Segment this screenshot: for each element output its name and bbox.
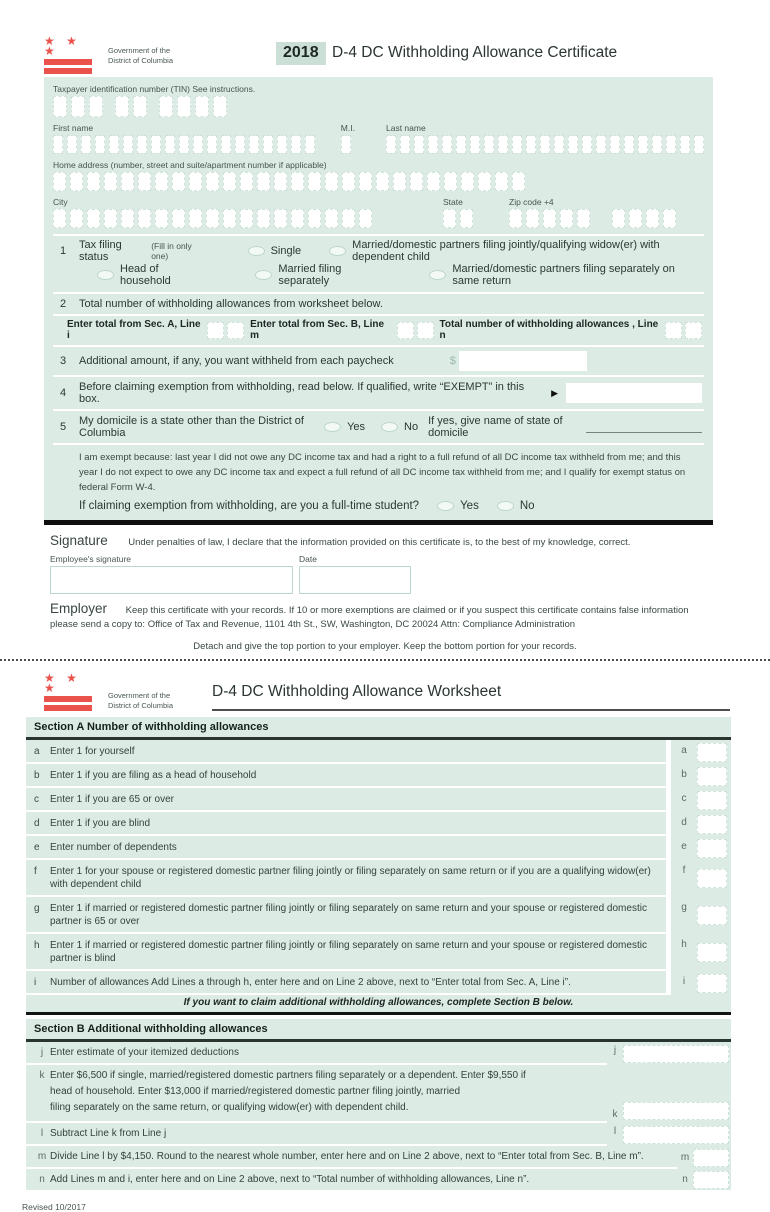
char-box[interactable] bbox=[305, 135, 315, 154]
char-box[interactable] bbox=[206, 172, 219, 191]
last-name-input bbox=[386, 135, 704, 154]
char-box[interactable] bbox=[460, 209, 473, 228]
char-box[interactable] bbox=[359, 209, 372, 228]
char-box[interactable] bbox=[189, 209, 202, 228]
line5-suffix: If yes, give name of state of domicile bbox=[428, 415, 563, 439]
char-box[interactable] bbox=[87, 209, 100, 228]
entry-total-boxes bbox=[665, 322, 702, 339]
char-box[interactable] bbox=[115, 96, 129, 117]
char-box[interactable] bbox=[342, 172, 355, 191]
char-box[interactable] bbox=[179, 135, 189, 154]
tin-label: Taxpayer identification number (TIN) See instructions. bbox=[53, 84, 256, 94]
char-box[interactable] bbox=[646, 209, 659, 228]
char-box[interactable] bbox=[495, 172, 508, 191]
name-fields bbox=[53, 123, 704, 154]
entry-sec-b-label: Enter total from Sec. B, Line m bbox=[250, 319, 385, 341]
char-box[interactable] bbox=[291, 135, 301, 154]
char-box[interactable] bbox=[138, 209, 151, 228]
row-c: c Enter 1 if you are 65 or over c bbox=[26, 788, 731, 812]
worksheet-title: D-4 DC Withholding Allowance Worksheet bbox=[212, 683, 502, 700]
address-field bbox=[53, 160, 704, 191]
allowance-box-e[interactable] bbox=[697, 839, 727, 858]
arrow-right-icon: ▶ bbox=[551, 387, 559, 398]
char-box[interactable] bbox=[461, 172, 474, 191]
char-box[interactable] bbox=[274, 209, 287, 228]
char-box[interactable] bbox=[509, 209, 522, 228]
employer-section bbox=[50, 602, 713, 632]
char-box[interactable] bbox=[308, 172, 321, 191]
line2-total-allowances bbox=[53, 292, 704, 314]
char-box[interactable] bbox=[610, 135, 620, 154]
char-box[interactable] bbox=[410, 172, 423, 191]
date-input[interactable] bbox=[299, 566, 411, 594]
char-box[interactable] bbox=[133, 96, 147, 117]
worksheet-header bbox=[44, 667, 730, 711]
radio-oval-icon[interactable] bbox=[437, 501, 454, 511]
line4-exempt bbox=[53, 375, 704, 409]
char-box[interactable] bbox=[104, 209, 117, 228]
government-caption: Government of the District of Columbia bbox=[108, 46, 174, 65]
char-box[interactable] bbox=[53, 96, 67, 117]
char-box[interactable] bbox=[263, 135, 273, 154]
row-n: n Add Lines m and i, enter here and on Line 2 above, next to “Total number of withholding allowances, Line n”. n bbox=[26, 1169, 731, 1190]
char-box[interactable] bbox=[104, 172, 117, 191]
certificate-header bbox=[0, 0, 770, 77]
line1-number: 1 bbox=[60, 245, 67, 257]
radio-oval-icon[interactable] bbox=[497, 501, 514, 511]
student-question: If claiming exemption from withholding, are you a full-time student? bbox=[79, 500, 420, 512]
employer-text1: Keep this certificate with your records. If 10 or more exemptions are claimed or if you suspect this certificate contains false information bbox=[125, 605, 689, 616]
employee-signature-label: Employee's signature bbox=[50, 554, 131, 564]
char-box[interactable] bbox=[53, 172, 66, 191]
zip5-input bbox=[509, 209, 590, 228]
char-box[interactable] bbox=[53, 135, 63, 154]
char-box[interactable] bbox=[193, 135, 203, 154]
domicile-no-option[interactable]: No bbox=[381, 421, 418, 433]
section-b-note: If you want to claim additional withholding allowances, complete Section B below. bbox=[183, 997, 574, 1008]
char-box[interactable] bbox=[172, 172, 185, 191]
char-box[interactable] bbox=[151, 135, 161, 154]
allowance-box-f[interactable] bbox=[697, 869, 727, 888]
char-box[interactable] bbox=[484, 135, 494, 154]
char-box[interactable] bbox=[428, 135, 438, 154]
city-state-zip-fields bbox=[53, 197, 704, 228]
total-allowances-input[interactable] bbox=[693, 1171, 729, 1189]
radio-oval-icon[interactable] bbox=[429, 270, 446, 280]
row-d: d Enter 1 if you are blind d bbox=[26, 812, 731, 836]
section-a bbox=[26, 717, 731, 1015]
allowance-box-g[interactable] bbox=[697, 906, 727, 925]
char-box[interactable] bbox=[274, 172, 287, 191]
char-box[interactable] bbox=[221, 135, 231, 154]
date-label: Date bbox=[299, 554, 317, 564]
char-box[interactable] bbox=[680, 135, 690, 154]
home-address-label: Home address (number, street and suite/apartment number if applicable) bbox=[53, 160, 327, 170]
state-of-domicile-input[interactable] bbox=[586, 421, 702, 433]
line3-number: 3 bbox=[60, 355, 67, 367]
last-name-label: Last name bbox=[386, 123, 426, 133]
home-address-input bbox=[53, 172, 704, 191]
char-box[interactable] bbox=[177, 96, 191, 117]
char-box[interactable] bbox=[223, 209, 236, 228]
employer-heading: Employer bbox=[50, 601, 108, 616]
line4-label: Before claiming exemption from withholding, read below. If qualified, write “EXEMPT” in this box. bbox=[79, 381, 525, 405]
line2-entries-row bbox=[53, 314, 704, 345]
char-box[interactable] bbox=[67, 135, 77, 154]
option-married-jointly[interactable]: Married/domestic partners filing jointly/qualifying widow(er) with dependent child bbox=[329, 239, 702, 263]
char-box[interactable] bbox=[159, 96, 173, 117]
detach-instruction: Detach and give the top portion to your employer. Keep the bottom portion for your records. bbox=[193, 641, 577, 652]
char-box[interactable] bbox=[512, 172, 525, 191]
state-label: State bbox=[443, 197, 463, 207]
allowance-box-i[interactable] bbox=[697, 974, 727, 993]
option-married-separately[interactable]: Married filing separately bbox=[255, 263, 379, 287]
char-box[interactable] bbox=[155, 172, 168, 191]
char-box[interactable] bbox=[526, 135, 536, 154]
char-box[interactable] bbox=[70, 209, 83, 228]
char-box[interactable] bbox=[568, 135, 578, 154]
tax-year-badge: 2018 bbox=[276, 42, 326, 65]
char-box[interactable] bbox=[325, 209, 338, 228]
exempt-paragraph: I am exempt because: last year I did not owe any DC income tax and had a right to a full refund of all DC income tax withheld from me; and this year I do not expect to owe any DC income tax and expect a full refund of all DC income tax withheld from me; and I qualify for exempt status on federal Form W-4. bbox=[53, 443, 704, 497]
char-box[interactable] bbox=[95, 135, 105, 154]
tin-field bbox=[53, 84, 704, 117]
char-box[interactable] bbox=[87, 172, 100, 191]
char-box[interactable] bbox=[442, 135, 452, 154]
char-box[interactable] bbox=[512, 135, 522, 154]
char-box[interactable] bbox=[376, 172, 389, 191]
radio-oval-icon[interactable] bbox=[324, 422, 341, 432]
exempt-input[interactable] bbox=[566, 383, 702, 403]
entry-sec-b-boxes bbox=[397, 322, 434, 339]
char-box[interactable] bbox=[291, 172, 304, 191]
char-box[interactable] bbox=[498, 135, 508, 154]
char-box[interactable] bbox=[257, 172, 270, 191]
char-box[interactable] bbox=[121, 172, 134, 191]
char-box[interactable] bbox=[666, 135, 676, 154]
char-box[interactable] bbox=[393, 172, 406, 191]
char-box[interactable] bbox=[554, 135, 564, 154]
student-question-row bbox=[53, 497, 704, 520]
char-box[interactable] bbox=[443, 209, 456, 228]
char-box[interactable] bbox=[582, 135, 592, 154]
char-box[interactable] bbox=[427, 172, 440, 191]
char-box[interactable] bbox=[325, 172, 338, 191]
state-input bbox=[443, 209, 491, 228]
char-box[interactable] bbox=[71, 96, 85, 117]
row-h: h Enter 1 if married or registered domestic partner filing jointly or filing separately on same return and your spouse or registered domestic partner is blind h bbox=[26, 934, 731, 971]
char-box[interactable] bbox=[414, 135, 424, 154]
char-box[interactable] bbox=[189, 172, 202, 191]
char-box[interactable] bbox=[652, 135, 662, 154]
standard-deduction-input[interactable] bbox=[623, 1102, 729, 1120]
char-box[interactable] bbox=[206, 209, 219, 228]
radio-oval-icon[interactable] bbox=[381, 422, 398, 432]
revised-date: Revised 10/2017 bbox=[22, 1202, 86, 1212]
char-box[interactable] bbox=[172, 209, 185, 228]
signature-statement: Under penalties of law, I declare that the information provided on this certificate is, to the best of my knowledge, correct. bbox=[128, 537, 631, 548]
employer-text2: please send a copy to: Office of Tax and Revenue, 1101 4th St., SW, Washington, DC 20024 Attn: Compliance Administration bbox=[50, 619, 576, 630]
dc-flag-logo-icon: ★ ★ ★ bbox=[44, 673, 102, 711]
char-box[interactable] bbox=[694, 135, 704, 154]
row-a: a Enter 1 for yourself a bbox=[26, 740, 731, 764]
char-box[interactable] bbox=[540, 135, 550, 154]
zip-label: Zip code +4 bbox=[509, 197, 554, 207]
char-box[interactable] bbox=[359, 172, 372, 191]
char-box[interactable] bbox=[596, 135, 606, 154]
entry-box[interactable] bbox=[397, 322, 414, 339]
radio-oval-icon[interactable] bbox=[329, 246, 346, 256]
char-box[interactable] bbox=[240, 209, 253, 228]
char-box[interactable] bbox=[137, 135, 147, 154]
allowance-box-h[interactable] bbox=[697, 943, 727, 962]
char-box[interactable] bbox=[70, 172, 83, 191]
char-box[interactable] bbox=[89, 96, 103, 117]
char-box[interactable] bbox=[240, 172, 253, 191]
deductions-input[interactable] bbox=[623, 1045, 729, 1063]
signature-heading: Signature bbox=[50, 533, 108, 548]
char-box[interactable] bbox=[207, 135, 217, 154]
section-b bbox=[26, 1019, 731, 1190]
char-box[interactable] bbox=[470, 135, 480, 154]
entry-total-label: Total number of withholding allowances , Line n bbox=[439, 319, 659, 341]
char-box[interactable] bbox=[456, 135, 466, 154]
char-box[interactable] bbox=[277, 135, 287, 154]
entry-box[interactable] bbox=[685, 322, 702, 339]
entry-sec-a-boxes bbox=[207, 322, 244, 339]
student-yes-option[interactable]: Yes bbox=[437, 500, 479, 512]
option-single[interactable]: Single bbox=[248, 245, 302, 257]
char-box[interactable] bbox=[249, 135, 259, 154]
char-box[interactable] bbox=[53, 209, 66, 228]
additional-amount-input[interactable] bbox=[459, 351, 587, 371]
row-f: f Enter 1 for your spouse or registered domestic partner filing jointly or filing separately on same return or if you are a qualifying widow(er) with dependent child f bbox=[26, 860, 731, 897]
domicile-yes-option[interactable]: Yes bbox=[324, 421, 365, 433]
radio-oval-icon[interactable] bbox=[248, 246, 265, 256]
char-box[interactable] bbox=[342, 209, 355, 228]
char-box[interactable] bbox=[109, 135, 119, 154]
entry-box[interactable] bbox=[227, 322, 244, 339]
row-l: l Subtract Line k from Line j l bbox=[26, 1123, 731, 1146]
char-box[interactable] bbox=[560, 209, 573, 228]
row-b: b Enter 1 if you are filing as a head of household b bbox=[26, 764, 731, 788]
row-j: j Enter estimate of your itemized deductions j bbox=[26, 1042, 731, 1065]
line4-number: 4 bbox=[60, 387, 67, 399]
char-box[interactable] bbox=[138, 172, 151, 191]
line5-domicile bbox=[53, 409, 704, 443]
entry-box[interactable] bbox=[665, 322, 682, 339]
char-box[interactable] bbox=[543, 209, 556, 228]
char-box[interactable] bbox=[121, 209, 134, 228]
line2-label: Total number of withholding allowances from worksheet below. bbox=[79, 298, 383, 310]
entry-sec-a-label: Enter total from Sec. A, Line i bbox=[67, 319, 201, 341]
char-box[interactable] bbox=[213, 96, 227, 117]
employee-signature-input[interactable] bbox=[50, 566, 293, 594]
char-box[interactable] bbox=[123, 135, 133, 154]
allowance-box-c[interactable] bbox=[697, 791, 727, 810]
subtract-result-input[interactable] bbox=[623, 1126, 729, 1144]
char-box[interactable] bbox=[526, 209, 539, 228]
first-name-label: First name bbox=[53, 123, 94, 133]
char-box[interactable] bbox=[663, 209, 676, 228]
char-box[interactable] bbox=[195, 96, 209, 117]
char-box[interactable] bbox=[478, 172, 491, 191]
student-no-option[interactable]: No bbox=[497, 500, 535, 512]
divide-result-input[interactable] bbox=[693, 1149, 729, 1167]
tin-boxes-group3 bbox=[159, 96, 227, 117]
line3-label: Additional amount, if any, you want withheld from each paycheck bbox=[79, 355, 394, 367]
certificate-title: D-4 DC Withholding Allowance Certificate bbox=[332, 44, 618, 61]
line5-label: My domicile is a state other than the District of Columbia bbox=[79, 415, 304, 439]
allowance-box-a[interactable] bbox=[697, 743, 727, 762]
row-i: i Number of allowances Add Lines a through h, enter here and on Line 2 above, next to “Enter total from Sec. A, Line i”. i bbox=[26, 971, 731, 995]
char-box[interactable] bbox=[223, 172, 236, 191]
char-box[interactable] bbox=[257, 209, 270, 228]
allowance-box-d[interactable] bbox=[697, 815, 727, 834]
first-name-input bbox=[53, 135, 327, 154]
char-box[interactable] bbox=[291, 209, 304, 228]
line2-number: 2 bbox=[60, 298, 67, 310]
government-caption: Government of the District of Columbia bbox=[108, 691, 174, 710]
char-box[interactable] bbox=[308, 209, 321, 228]
char-box[interactable] bbox=[612, 209, 625, 228]
entry-box[interactable] bbox=[417, 322, 434, 339]
char-box[interactable] bbox=[624, 135, 634, 154]
tin-boxes-group2 bbox=[115, 96, 147, 117]
city-input bbox=[53, 209, 425, 228]
char-box[interactable] bbox=[629, 209, 642, 228]
zip4-input bbox=[612, 209, 676, 228]
certificate-form bbox=[44, 77, 713, 520]
char-box[interactable] bbox=[386, 135, 396, 154]
section-b-heading: Section B Additional withholding allowances bbox=[26, 1019, 731, 1042]
char-box[interactable] bbox=[81, 135, 91, 154]
char-box[interactable] bbox=[638, 135, 648, 154]
section-a-heading: Section A Number of withholding allowances bbox=[26, 717, 731, 740]
char-box[interactable] bbox=[165, 135, 175, 154]
char-box[interactable] bbox=[400, 135, 410, 154]
line1-filing-status bbox=[53, 234, 704, 292]
radio-oval-icon[interactable] bbox=[255, 270, 272, 280]
allowance-box-b[interactable] bbox=[697, 767, 727, 786]
mi-label: M.I. bbox=[340, 123, 355, 133]
entry-box[interactable] bbox=[207, 322, 224, 339]
char-box[interactable] bbox=[341, 135, 351, 154]
radio-oval-icon[interactable] bbox=[97, 270, 114, 280]
heavy-divider bbox=[44, 520, 713, 525]
option-head-of-household[interactable]: Head of household bbox=[97, 263, 199, 287]
row-k: k Enter $6,500 if single, married/registered domestic partners filing separately or a dependent. Enter $9,550 if head of household. Enter $13,000 if married/registered domestic partner filing jointly, married filing separately on the same return, or qualifying widow(er) with dependent child. k bbox=[26, 1065, 731, 1123]
char-box[interactable] bbox=[155, 209, 168, 228]
tin-boxes-group1 bbox=[53, 96, 103, 117]
mi-input bbox=[341, 135, 374, 154]
city-label: City bbox=[53, 197, 68, 207]
signature-section bbox=[50, 532, 713, 594]
char-box[interactable] bbox=[577, 209, 590, 228]
dc-flag-logo-icon: ★ ★ ★ bbox=[44, 36, 102, 74]
char-box[interactable] bbox=[235, 135, 245, 154]
row-m: m Divide Line l by $4,150. Round to the nearest whole number, enter here and on Line 2 above, next to “Enter total from Sec. B, Line m”. m bbox=[26, 1146, 731, 1169]
line1-label: Tax filing status bbox=[79, 239, 122, 263]
char-box[interactable] bbox=[444, 172, 457, 191]
row-g: g Enter 1 if married or registered domestic partner filing jointly or filing separately on same return and your spouse or registered domestic partner is 65 or over g bbox=[26, 897, 731, 934]
dollar-sign: $ bbox=[449, 355, 456, 367]
line3-additional-amount bbox=[53, 345, 704, 375]
section-divider bbox=[26, 1012, 731, 1015]
line1-sub: (Fill in only one) bbox=[151, 241, 192, 261]
option-married-separately-same-return[interactable]: Married/domestic partners filing separately on same return bbox=[429, 263, 702, 287]
line5-number: 5 bbox=[60, 421, 67, 433]
row-e: e Enter number of dependents e bbox=[26, 836, 731, 860]
dotted-separator bbox=[0, 659, 770, 661]
